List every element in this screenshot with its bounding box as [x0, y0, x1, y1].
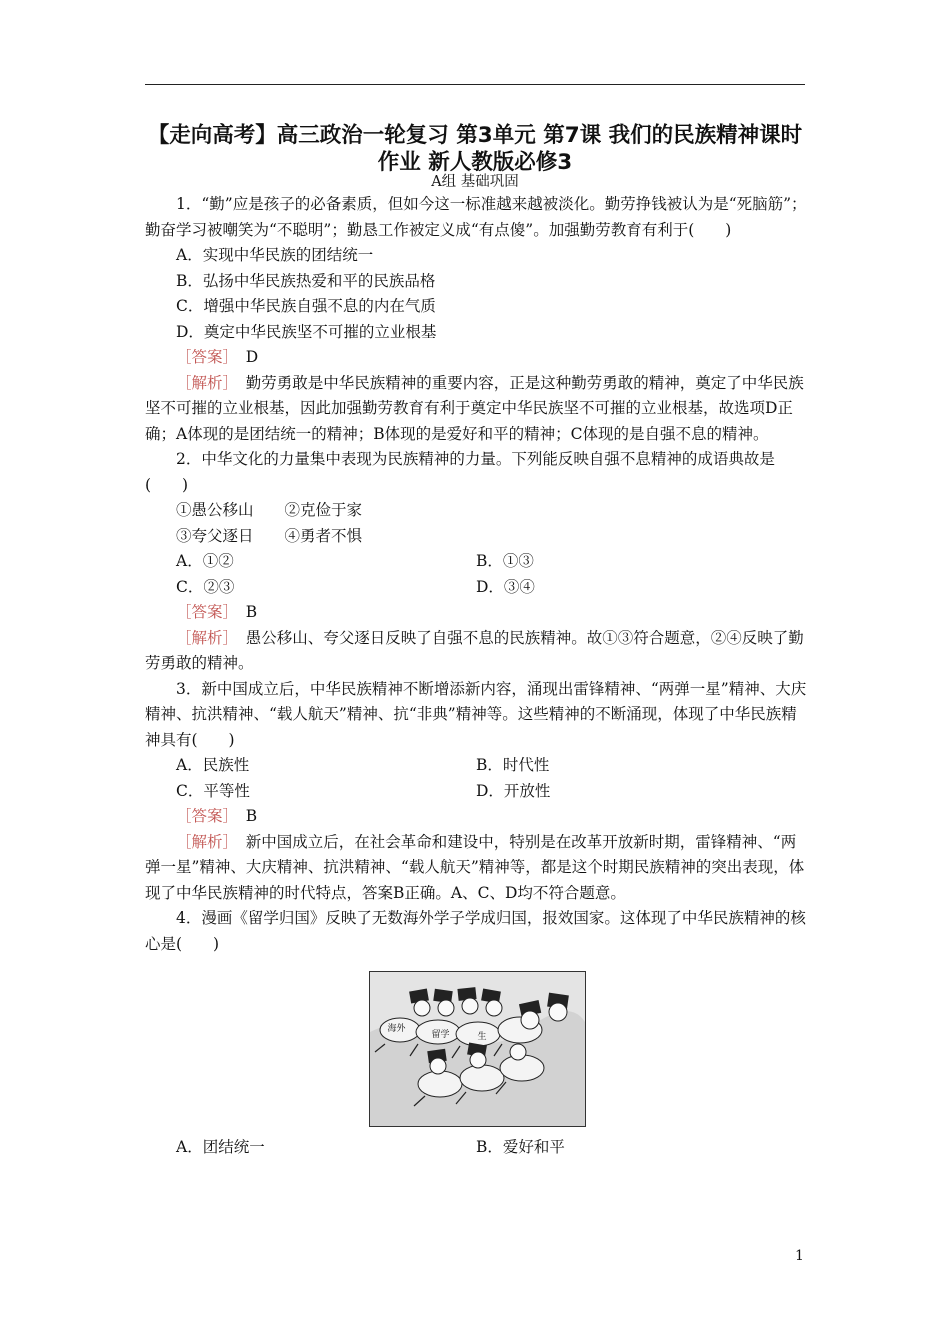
header-rule: [145, 84, 805, 85]
answer-value: B: [245, 807, 258, 825]
analysis-tag: ［解析］: [176, 832, 231, 851]
cartoon-label-3: 生: [477, 1032, 487, 1042]
question-4-stem: 4．漫画《留学归国》反映了无数海外学子学成归国，报效国家。这体现了中华民族精神的核心是( ): [145, 909, 806, 953]
question-2-stem: 2．中华文化的力量集中表现为民族精神的力量。下列能反映自强不息精神的成语典故是( ): [145, 450, 775, 494]
document-title: 【走向高考】高三政治一轮复习 第3单元 第7课 我们的民族精神课时作业 新人教版必修3: [147, 123, 803, 175]
question-1-option-a: A．实现中华民族的团结统一: [176, 246, 374, 264]
answer-tag: ［答案］: [176, 348, 231, 366]
question-2-option-a: A．①②: [176, 552, 234, 570]
question-2-option-d: D．③④: [476, 577, 535, 596]
answer-tag: ［答案］: [176, 603, 231, 621]
question-3-options-row-2: [145, 779, 809, 805]
analysis-tag: ［解析］: [176, 628, 231, 647]
cartoon-label-1: 海外: [387, 1024, 406, 1034]
question-2-items-1: ①愚公移山 ②克俭于家: [176, 501, 363, 519]
question-1-answer: [145, 345, 809, 371]
question-1-stem: 1．“勤”应是孩子的必备素质，但如今这一标准越来越被淡化。勤劳挣钱被认为是“死脑筋”；勤奋学习被嘲笑为“不聪明”；勤恳工作被定义成“有点傻”。加强勤劳教育有利于( ): [145, 195, 807, 239]
analysis-text: 新中国成立后，在社会革命和建设中，特别是在改革开放新时期，雷锋精神、“两弹一星”精神、大庆精神、抗洪精神、“载人航天”精神等，都是这个时期民族精神的突出表现，体现了中华民族精神的时代特点，答案B正确。A、C、D均不符合题意。: [145, 832, 805, 902]
analysis-text: 勤劳勇敢是中华民族精神的重要内容，正是这种勤劳勇敢的精神，奠定了中华民族坚不可摧的立业根基，因此加强勤劳教育有利于奠定中华民族坚不可摧的立业根基，故选项D正确；A体现的是团结统一的精神；B体现的是爱好和平的精神；C体现的是自强不息的精神。: [145, 373, 804, 443]
question-1-option-b: B．弘扬中华民族热爱和平的民族品格: [176, 271, 436, 290]
cartoon-label-2: 留学: [431, 1030, 450, 1040]
answer-value: D: [245, 348, 259, 366]
question-3-answer: [145, 804, 809, 830]
analysis-text: 愚公移山、夸父逐日反映了自强不息的民族精神。故①③符合题意，②④反映了勤劳勇敢的精神。: [145, 628, 804, 672]
cartoon-illustration: [370, 972, 585, 1126]
question-4-option-b: B．爱好和平: [476, 1138, 565, 1156]
question-2-option-b: B．①③: [476, 552, 534, 570]
question-3-option-d: D．开放性: [476, 781, 551, 800]
question-4-options-row-1: [145, 1135, 809, 1161]
question-3-stem: 3．新中国成立后，中华民族精神不断增添新内容，涌现出雷锋精神、“两弹一星”精神、大庆精神、抗洪精神、“载人航天”精神、抗“非典”精神等。这些精神的不断涌现，体现了中华民族精神具有( ): [145, 679, 807, 749]
answer-tag: ［答案］: [176, 807, 231, 825]
analysis-tag: ［解析］: [176, 373, 231, 392]
question-3-option-b: B．时代性: [476, 756, 550, 774]
cartoon-image: [369, 971, 586, 1127]
question-4-option-a: A．团结统一: [176, 1138, 265, 1156]
question-1-option-c: C．增强中华民族自强不息的内在气质: [176, 297, 436, 315]
question-2-analysis: [145, 626, 809, 677]
question-2-option-c: C．②③: [176, 577, 235, 596]
question-3-option-a: A．民族性: [176, 756, 250, 774]
answer-value: B: [245, 603, 258, 621]
question-3-options-row-1: [145, 753, 809, 779]
question-2-options-row-2: [145, 575, 809, 601]
question-1-option-d: D．奠定中华民族坚不可摧的立业根基: [176, 322, 437, 341]
question-list: [145, 192, 809, 1161]
question-3-option-c: C．平等性: [176, 781, 250, 800]
question-3-analysis: [145, 830, 809, 907]
section-subtitle: A组 基础巩固: [431, 174, 519, 190]
question-2-answer: [145, 600, 809, 626]
question-2-items-2: ③夸父逐日 ④勇者不惧: [176, 526, 363, 545]
question-1-analysis: [145, 371, 809, 448]
cartoon-figure-wrap: [145, 971, 809, 1127]
page-number: 1: [795, 1248, 804, 1264]
question-2-options-row-1: [145, 549, 809, 575]
